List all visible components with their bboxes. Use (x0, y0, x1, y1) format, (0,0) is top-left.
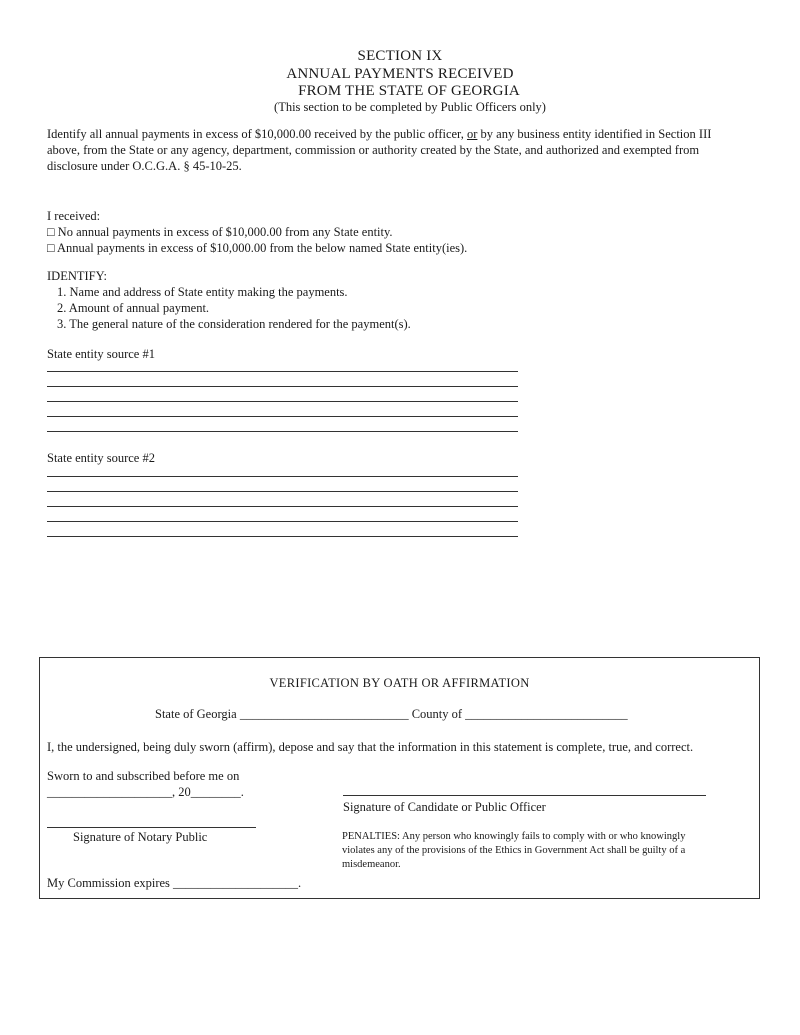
instructions (47, 126, 767, 174)
identify-label: IDENTIFY: (47, 269, 107, 283)
instructions-line2: above, from the State or any agency, department, commission or authority created by the State, and authorized and exempted from (47, 143, 700, 157)
source-2-label: State entity source #2 (47, 451, 155, 465)
source-2-line[interactable] (47, 491, 518, 492)
source-2-line[interactable] (47, 476, 518, 477)
oath-statement: I, the undersigned, being duly sworn (affirm), depose and say that the information in this statement is complete, true, and correct. (47, 740, 694, 754)
source-2-line[interactable] (47, 521, 518, 522)
candidate-signature-line[interactable] (343, 795, 706, 796)
source-1-line[interactable] (47, 401, 518, 402)
page-title-line2: FROM THE STATE OF GEORGIA (298, 83, 520, 99)
or-underlined: or (466, 127, 478, 141)
source-2-line[interactable] (47, 506, 518, 507)
sworn-date-line[interactable]: ____________________, 20________. (47, 785, 244, 799)
source-1-label: State entity source #1 (47, 347, 155, 361)
candidate-signature-label: Signature of Candidate or Public Officer (343, 800, 546, 814)
identify-item-2: 2. Amount of annual payment. (57, 301, 210, 315)
source-2-line[interactable] (47, 536, 518, 537)
source-1-line[interactable] (47, 416, 518, 417)
notary-signature-label: Signature of Notary Public (73, 830, 208, 844)
notary-signature-line[interactable] (47, 827, 256, 828)
source-1-line[interactable] (47, 431, 518, 432)
commission-expires-line[interactable]: My Commission expires ____________________. (47, 876, 302, 890)
section-note: (This section to be completed by Public Officers only) (274, 100, 546, 114)
identify-item-1: 1. Name and address of State entity making the payments. (57, 285, 348, 299)
instructions-line3: disclosure under O.C.G.A. § 45-10-25. (47, 159, 242, 173)
section-title: SECTION IX (357, 48, 443, 64)
sworn-label: Sworn to and subscribed before me on (47, 769, 240, 783)
verification-title: VERIFICATION BY OATH OR AFFIRMATION (269, 676, 530, 690)
page-title-line1: ANNUAL PAYMENTS RECEIVED (286, 66, 514, 82)
identify-item-3: 3. The general nature of the consideration rendered for the payment(s). (57, 317, 411, 331)
source-1-line[interactable] (47, 386, 518, 387)
source-1-line[interactable] (47, 371, 518, 372)
received-option-payments[interactable]: □ Annual payments in excess of $10,000.00 from the below named State entity(ies). (47, 241, 468, 255)
state-county-line[interactable]: State of Georgia ___________________________ County of __________________________ (155, 707, 628, 721)
received-label: I received: (47, 209, 101, 223)
penalties-text: PENALTIES: Any person who knowingly fails to comply with or who knowingly violates any of the provisions of the Ethics in Government Act shall be guilty of a misdemeanor. (342, 831, 686, 870)
received-option-none[interactable]: □ No annual payments in excess of $10,000.00 from any State entity. (47, 225, 393, 239)
instructions-line1: Identify all annual payments in excess of $10,000.00 received by the public officer, or by any business entity identified in Section III (47, 127, 712, 141)
